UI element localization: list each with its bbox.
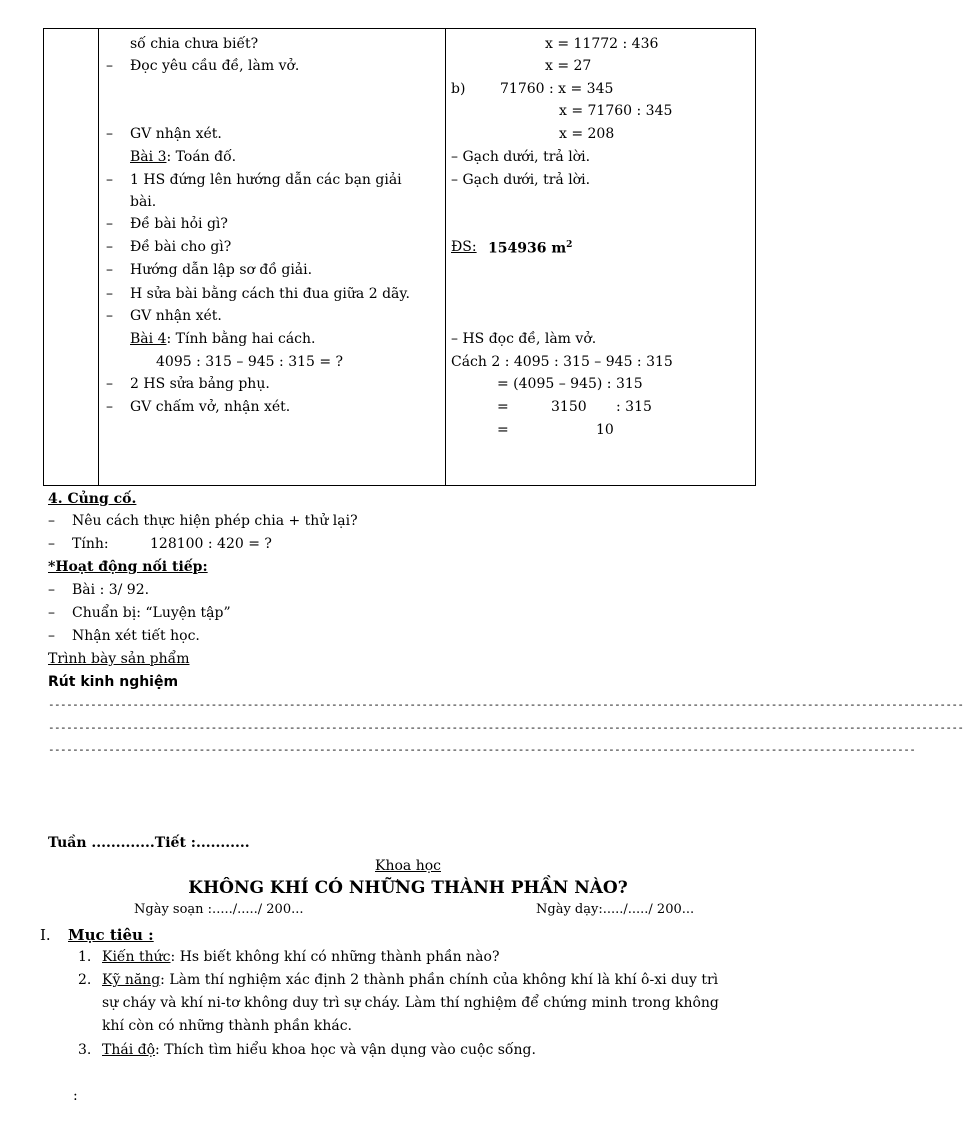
table-left-row: – 1 HS đứng lên hướng dẫn các bạn giải	[106, 172, 402, 188]
table-left-row: 4095 : 315 – 945 : 315 = ?	[156, 354, 344, 370]
table-left-row: số chia chưa biết?	[130, 36, 259, 52]
table-right-row: b)	[451, 81, 466, 97]
objectives-heading: Mục tiêu :	[68, 926, 154, 944]
objective-item: Kiến thức: Hs biết không khí có những thành phần nào?	[102, 949, 500, 965]
table-right-row: – HS đọc đề, làm vở.	[451, 331, 597, 347]
week-period-line: Tuần .............Tiết :...........	[48, 835, 250, 851]
table-right-row: 71760 : x = 345	[500, 81, 614, 97]
prep-date: Ngày soạn :...../...../ 200...	[134, 902, 304, 917]
table-left-row: – 2 HS sửa bảng phụ.	[106, 376, 270, 392]
trinh-bay-heading: Trình bày sản phẩm	[48, 651, 190, 667]
table-left-row: – Đề bài cho gì?	[106, 239, 232, 255]
table-left-row: – Hướng dẫn lập sơ đồ giải.	[106, 262, 313, 278]
objective-item: Thái độ: Thích tìm hiểu khoa học và vận dụng vào cuộc sống.	[102, 1042, 536, 1058]
hoat-dong-item: – Nhận xét tiết học.	[48, 628, 200, 644]
table-divider-2	[445, 28, 446, 486]
table-right-row: 3150	[551, 399, 587, 415]
cung-co-item: 128100 : 420 = ?	[150, 536, 272, 552]
table-right-row: x = 27	[545, 58, 592, 74]
objective-item: Kỹ năng: Làm thí nghiệm xác định 2 thành phần chính của không khí là khí ô-xi duy trì	[102, 972, 719, 988]
hoat-dong-heading: *Hoạt động nối tiếp:	[48, 559, 208, 575]
rut-kinh-nghiem-heading: Rút kinh nghiệm	[48, 674, 179, 690]
table-divider-1	[98, 28, 99, 486]
table-right-row: : 315	[616, 399, 652, 415]
objective-item: 2.	[78, 972, 92, 988]
objective-item: 1.	[78, 949, 92, 965]
table-right-row: =	[497, 399, 509, 415]
teach-date: Ngày dạy:...../...../ 200...	[536, 902, 695, 917]
trailing-colon: :	[73, 1088, 78, 1104]
table-left-row: – GV nhận xét.	[106, 126, 222, 142]
table-left-row: – GV chấm vở, nhận xét.	[106, 399, 291, 415]
objective-item: 3.	[78, 1042, 92, 1058]
table-right-row: x = 208	[559, 126, 615, 142]
table-left-row: – H sửa bài bằng cách thi đua giữa 2 dãy.	[106, 286, 410, 302]
table-left-row: – Đọc yêu cầu đề, làm vở.	[106, 58, 300, 74]
cung-co-heading: 4. Củng cố.	[48, 491, 137, 507]
hoat-dong-item: – Bài : 3/ 92.	[48, 582, 150, 598]
table-left-row: – Đề bài hỏi gì?	[106, 216, 228, 232]
answer-label: ĐS:	[451, 239, 477, 255]
cung-co-item: – Nêu cách thực hiện phép chia + thử lại?	[48, 513, 358, 529]
objective-item-cont: sự cháy và khí ni-tơ không duy trì sự cháy. Làm thí nghiệm để chứng minh trong không	[102, 995, 719, 1011]
answer-value: 154936 $m^2$	[488, 240, 573, 257]
objective-item-cont: khí còn có những thành phần khác.	[102, 1018, 352, 1034]
table-left-row: Bài 4: Tính bằng hai cách.	[130, 331, 316, 347]
table-right-row: Cách 2 : 4095 : 315 – 945 : 315	[451, 354, 673, 370]
table-left-row: Bài 3: Toán đố.	[130, 149, 237, 165]
table-left-row: – GV nhận xét.	[106, 308, 222, 324]
dashed-line: --------------------------------------------------------------------------------------------------------------------------------------------------------	[48, 698, 963, 711]
table-right-row: 10	[596, 422, 614, 438]
table-right-row: x = 11772 : 436	[545, 36, 659, 52]
table-right-row: = (4095 – 945) : 315	[497, 376, 643, 392]
lesson-table	[43, 28, 756, 486]
table-right-row: – Gạch dưới, trả lời.	[451, 172, 591, 188]
table-right-row: =	[497, 422, 509, 438]
cung-co-item: – Tính:	[48, 536, 109, 552]
section-number: I.	[40, 926, 51, 944]
dashed-line: --------------------------------------------------------------------------------------------------------------------------------------------------------	[48, 721, 963, 734]
lesson-title: KHÔNG KHÍ CÓ NHỮNG THÀNH PHẦN NÀO?	[188, 878, 628, 898]
dashed-line: ------------------------------------------------------------------------------------------------------------------------------------------------	[48, 743, 916, 756]
table-right-row: x = 71760 : 345	[559, 103, 673, 119]
table-left-row: bài.	[130, 194, 157, 210]
hoat-dong-item: – Chuẩn bị: “Luyện tập”	[48, 605, 231, 621]
subject-label: Khoa học	[375, 858, 441, 874]
table-right-row: – Gạch dưới, trả lời.	[451, 149, 591, 165]
